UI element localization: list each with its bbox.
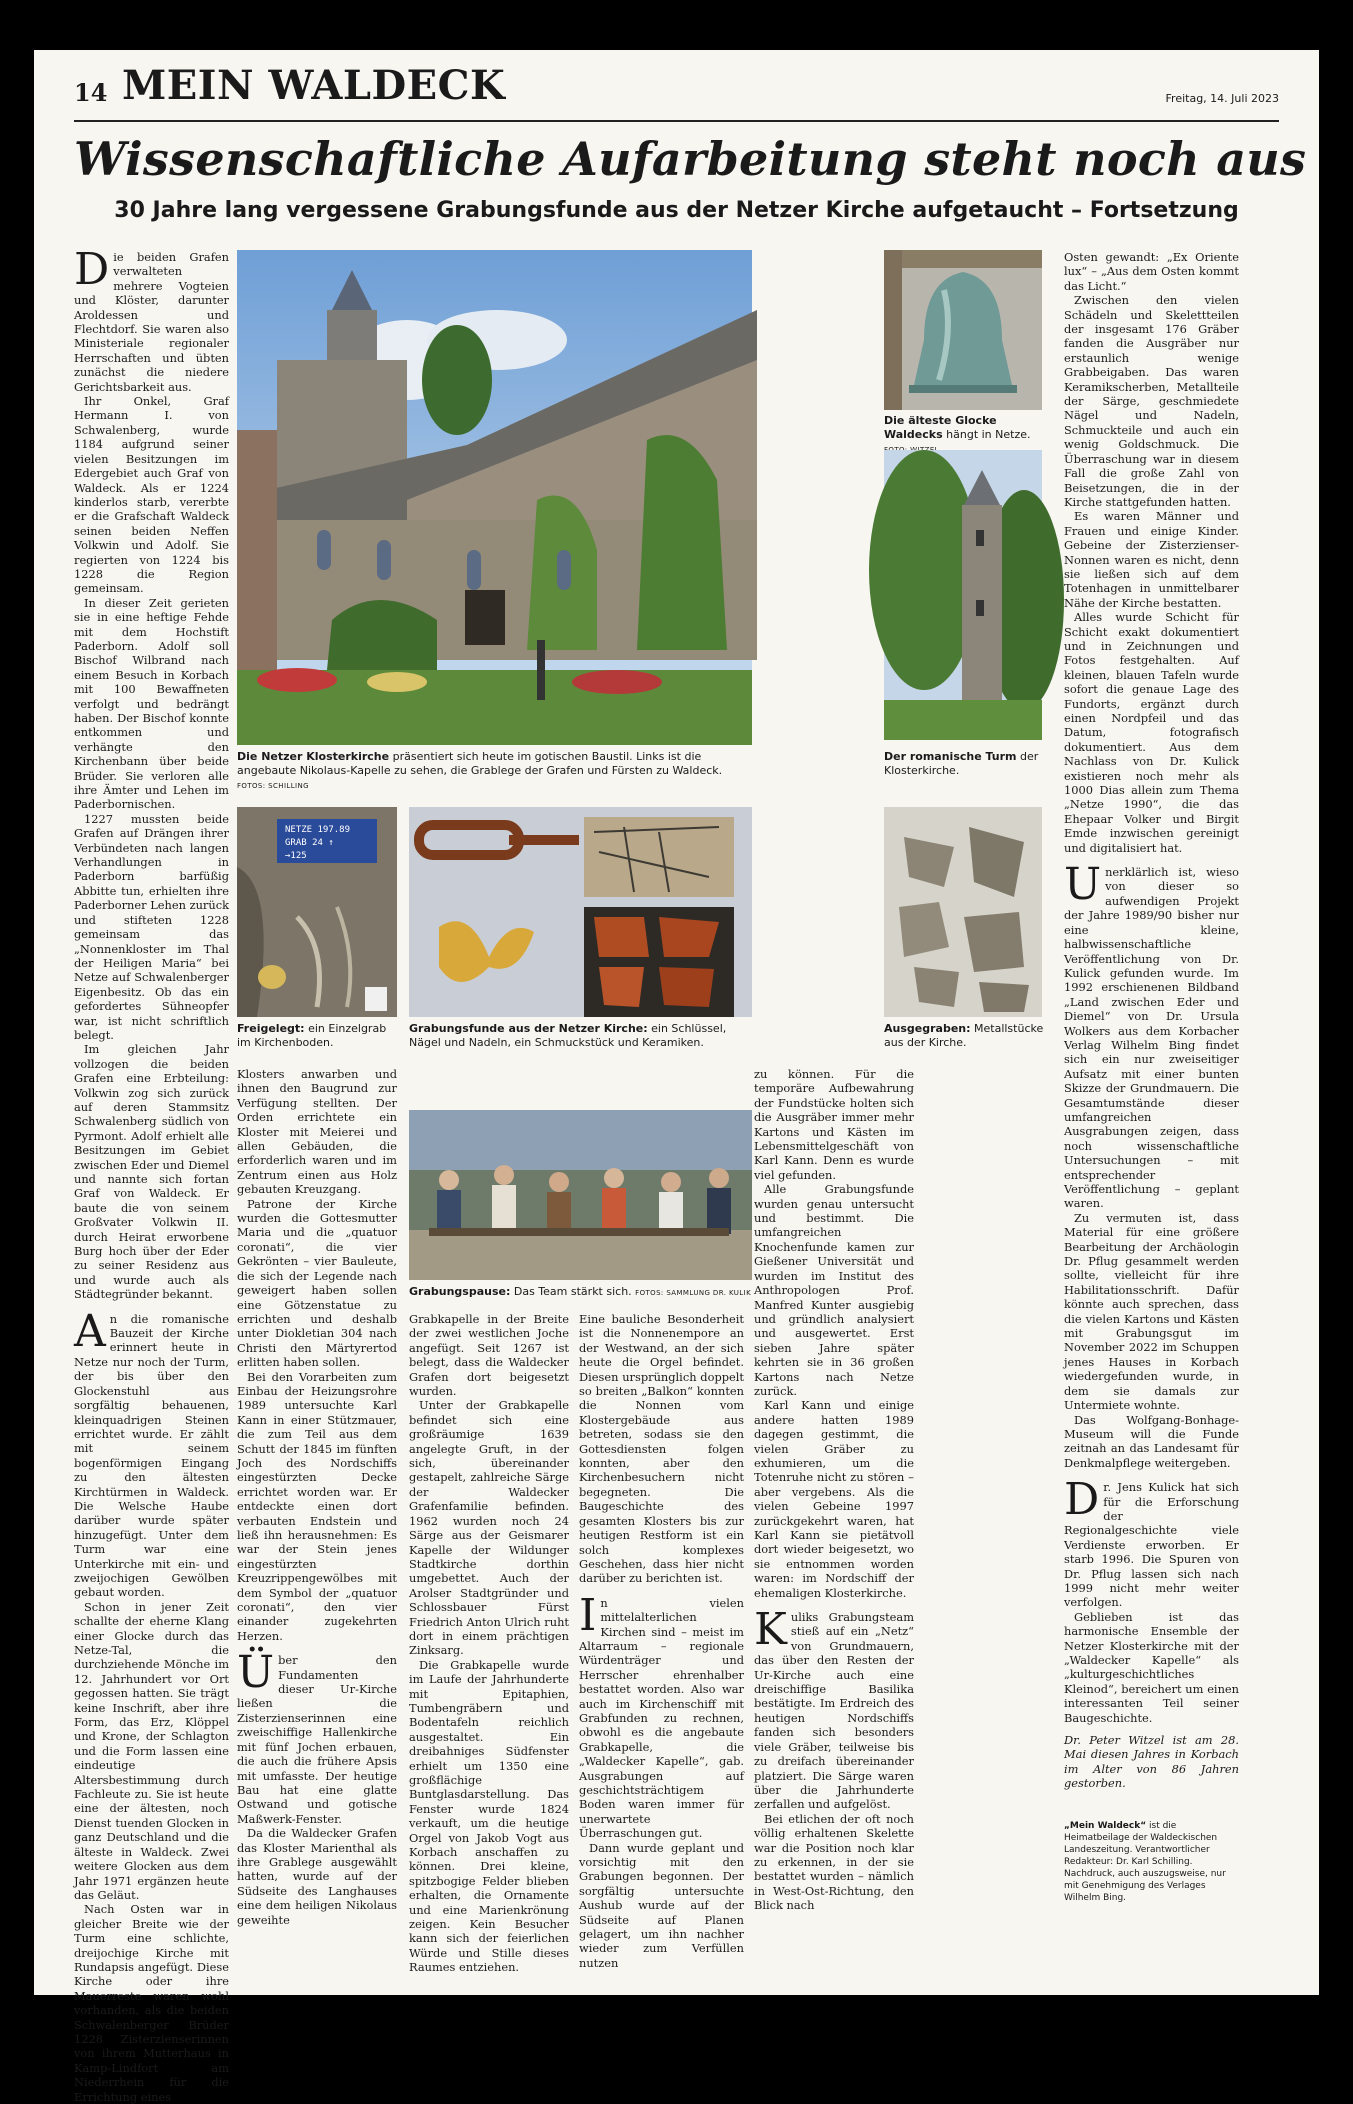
grave-sign-line: GRAB 24 ↑ [285, 838, 334, 848]
paragraph: Alle Grabungsfunde wurden genau untersucht und bestimmt. Die umfangreichen Knochenfunde kamen zur Gießener Universität und wurden im Institut des Anthropologen Prof. Manfred Kunter ausgiebig und gründlich analysiert und ausgewertet. Erst sieben Jahre später kehrten sie in 36 großen Kartons nach Netze zurück. [754, 1182, 914, 1398]
paragraph: Unter der Grabkapelle befindet sich eine großräumige 1639 angelegte Gruft, in der sich, übereinander gestapelt, zahlreiche Särge der Waldecker Grafenfamilie befinden. 1962 wurden noch 24 Särge aus der Geismarer Kapelle der Wildunger Stadtkirche dorthin umgebettet. Auch der Arolser Stadtgründer und Schlossbauer Fürst Friedrich Anton Ulrich ruht dort in einem prächtigen Zinksarg. [409, 1398, 569, 1658]
paragraph: In vielen mittelalterlichen Kirchen sind – meist im Altarraum – regionale Würdenträger und Herrscher ehrenhalber bestattet worden. Also war auch im Kirchenschiff mit Grabfunden zu rechnen, obwohl es die angebaute Grabkapelle, die „Waldecker Kapelle“, gab. Ausgrabungen auf geschichtsträchtigem Boden waren immer für unerwartete Überraschungen gut. [579, 1589, 744, 1841]
article-column-3 [409, 1312, 569, 1975]
grave-photo [237, 807, 397, 1017]
drop-cap: I [579, 1589, 597, 1641]
issue-date: Freitag, 14. Juli 2023 [1165, 92, 1279, 105]
metal-photo [884, 807, 1042, 1017]
tower-photo-caption: Der romanische Turm der Klosterkirche. [884, 750, 1039, 777]
paragraph: Kuliks Grabungsteam stieß auf ein „Netz“ von Grundmauern, das über den Resten der Ur-Kirche auch eine dreischiffige Basilika bestätigte. Im Erdreich des heutigen Nordschiffs fanden sich besonders viele Gräber, teilweise bis zu dreifach übereinander platziert. Die Särge waren über die Jahrhunderte zerfallen und aufgelöst. [754, 1604, 914, 1812]
paragraph: 1227 mussten beide Grafen auf Drängen ihrer Verbündeten nach langen Verhandlungen in Paderborn barfüßig Abbitte tun, erhielten ihre Paderborner Lehen zurück und stifteten 1228 gemeinsam das „Nonnenkloster im Thal der Heiligen Maria“ bei Netze auf Schwalenberger Eigenbesitz. Ob das ein gefordertes Sühneopfer war, ist nicht schriftlich belegt. [74, 811, 229, 1042]
paragraph: Bei etlichen der oft noch völlig erhaltenen Skelette war die Position noch klar zu erkennen, in der sie bestattet wurden – nämlich in West-Ost-Richtung, den Blick nach [754, 1811, 914, 1913]
paragraph: Klosters anwarben und ihnen den Baugrund zur Verfügung stellten. Der Orden errichtete ein Kloster mit Meierei und allen Gebäuden, die erforderlich waren und im Zentrum einen aus Holz gebauten Kreuzgang. [237, 1067, 397, 1197]
paragraph: Es waren Männer und Frauen und einige Kinder. Gebeine der Zisterzienser-Nonnen waren es nicht, denn sie ließen sich auf dem Totenhagen in unmittelbarer Nähe der Kirche bestatten. [1064, 509, 1239, 610]
paragraph: Zu vermuten ist, dass Material für eine größere Bearbeitung der Archäologin Dr. Pflug gesammelt werden sollte, vielleicht für ihre Habilitationsschrift. Dafür könnte auch sprechen, dass die vielen Kartons und Kästen mit Grabungsgut im November 2022 im Schuppen jenes Hauses in Korbach wiedergefunden wurde, in dem sie damals zur Untermiete wohnte. [1064, 1210, 1239, 1413]
bell-photo [884, 250, 1042, 410]
drop-cap: D [1064, 1474, 1100, 1526]
tower-photo [884, 450, 1042, 740]
grave-sign-line: →125 [285, 851, 307, 861]
finds-photo [409, 807, 752, 1017]
article-column-5 [754, 1067, 914, 1913]
paragraph: Da die Waldecker Grafen das Kloster Marienthal als ihre Grablege ausgewählt hatten, wurde auf der Südseite des Langhauses eine dem heiligen Nikolaus geweihte [237, 1826, 397, 1927]
drop-cap: A [74, 1305, 106, 1357]
newspaper-page [34, 50, 1319, 2104]
drop-cap: Ü [237, 1647, 275, 1699]
paragraph: Nach Osten war in gleicher Breite wie der Turm eine schlichte, dreijochige Kirche mit Rundapsis angefügt. Diese Kirche oder ihre Mauerreste waren wohl vorhanden, als die beiden Schwalenberger Brüder 1228 Zisterzienserinnen von ihrem Mutterhaus in Kamp-Lindfort am Niederrhein für die Errichtung eines [74, 1902, 229, 2104]
paragraph: Ihr Onkel, Graf Hermann I. von Schwalenberg, wurde 1184 aufgrund seiner vielen Besitzungen im Edergebiet auch Graf von Waldeck. Als er 1224 kinderlos starb, vererbte er die Grafschaft Waldeck seinen beiden Neffen Volkwin und Adolf. Sie regierten von 1224 bis 1228 die Region gemeinsam. [74, 394, 229, 596]
finds-photo-caption: Grabungsfunde aus der Netzer Kirche: ein Schlüssel, Nägel und Nadeln, ein Schmuckstück und Keramiken. [409, 1022, 727, 1049]
paragraph: Das Wolfgang-Bonhage-Museum will die Funde zeitnah an das Landesamt für Denkmalpflege weitergeben. [1064, 1412, 1239, 1470]
paragraph: Eine bauliche Besonderheit ist die Nonnenempore an der Westwand, an der sich heute die Orgel befindet. Diesen ursprünglich doppelt so breiten „Balkon“ konnten die Nonnen vom Klostergebäude aus betreten, sodass sie den Gottesdiensten folgen konnten, aber den Kirchenbesuchern nicht begegneten. Die Baugeschichte des gesamten Klosters bis zur heutigen Restform ist ein solch komplexes Geschehen, dass hier nicht darüber zu berichten ist. [579, 1312, 744, 1586]
headline: Wissenschaftliche Aufarbeitung steht noch aus [74, 132, 1307, 186]
section-title: MEIN WALDECK [122, 62, 506, 109]
photo-credit: FOTOS: SCHILLING [237, 782, 309, 790]
paragraph: Osten gewandt: „Ex Oriente lux“ – „Aus dem Osten kommt das Licht.“ [1064, 250, 1239, 293]
photo-credit: FOTOS: SAMMLUNG DR. KULIK [635, 1289, 752, 1297]
drop-cap: D [74, 244, 110, 295]
paragraph: In dieser Zeit gerieten sie in eine heftige Fehde mit dem Hochstift Paderborn. Adolf soll Bischof Wilbrand nach einem Besuch in Korbach mit 100 Bewaffneten verfolgt und bedrängt haben. Der Bischof konnte entkommen und verhängte den Kirchenbann über beide Brüder. Sie verloren alle ihre Ämter und Lehen im Paderbornischen. [74, 595, 229, 812]
paragraph: Karl Kann und einige andere hatten 1989 dagegen gestimmt, die vielen Gräber zu exhumieren, um die Totenruhe nicht zu stören – aber vergebens. Als die vielen Gebeine 1997 zurückgekehrt waren, hat Karl Kann sie pietätvoll dort wieder beigesetzt, wo sie entnommen worden waren: im Nordschiff der ehemaligen Klosterkirche. [754, 1398, 914, 1600]
church-photo-caption: Die Netzer Klosterkirche präsentiert sich heute im gotischen Baustil. Links ist die angebaute Nikolaus-Kapelle zu sehen, die Grablege der Grafen und Fürsten zu Waldeck. FOTOS: SCHILLING [237, 750, 723, 790]
grave-photo-caption: Freigelegt: ein Einzelgrab im Kirchenboden. [237, 1022, 387, 1049]
church-photo [237, 250, 752, 745]
article-column-2 [237, 1067, 397, 1927]
paragraph: Dann wurde geplant und vorsichtig mit den Grabungen begonnen. Der sorgfältig untersuchte Aushub wurde auf der Südseite auf Planen gelagert, um ihn nachher wieder zum Verfüllen nutzen [579, 1840, 744, 1970]
metal-photo-caption: Ausgegraben: Metallstücke aus der Kirche. [884, 1022, 1044, 1049]
drop-cap: U [1064, 859, 1102, 911]
bell-photo-caption: Die älteste Glocke Waldecks hängt in Netze. [884, 414, 1044, 456]
paragraph: Unerklärlich ist, wieso von dieser so aufwendigen Projekt der Jahre 1989/90 bisher nur eine kleine, halbwissenschaftliche Veröffentlichung von Dr. Kulick gefunden wurde. Im 1992 erschienenen Bildband „Land zwischen Eder und Diemel“ von Dr. Ursula Wolkers aus dem Korbacher Verlag Wilhelm Bing findet sich ein nur zweiseitiger Aufsatz mit einer bunten Skizze der Grundmauern. Die Gesamtumstände dieser umfangreichen Ausgrabungen zeigen, dass noch wissenschaftliche Untersuchungen – mit entsprechender Veröffentlichung – geplant waren. [1064, 859, 1239, 1211]
paragraph: Schon in jener Zeit schallte der eherne Klang einer Glocke durch das Netze-Tal, die durchziehende Mönche im 12. Jahrhundert vor Ort gegossen hatten. Sie trägt keine Inschrift, aber ihre Form, das Erz, Klöppel und Krone, der Schlagton und die Form lassen eine eindeutige Altersbestimmung durch Fachleute zu. Sie ist heute eine der ältesten, noch Dienst tuenden Glocken in ganz Deutschland und die älteste in Waldeck. Zwei weitere Glocken aus dem Jahr 1971 ergänzen heute das Geläut. [74, 1599, 229, 1902]
article-column-1 [74, 244, 229, 2104]
imprint-box: „Mein Waldeck“ ist die Heimatbeilage der Waldeckischen Landeszeitung. Verantwortlicher Redakteur: Dr. Karl Schilling. Nachdruck, auch auszugsweise, nur mit Genehmigung des Verlages Wilhelm Bing. [1064, 1821, 1226, 1903]
article-column-4 [579, 1312, 744, 1970]
paragraph: Die Grabkapelle wurde im Laufe der Jahrhunderte mit Epitaphien, Tumbengräbern und Bodentafeln reichlich ausgestaltet. Ein dreibahniges Südfenster erhielt um 1350 eine großflächige Buntglasdarstellung. Das Fenster wurde 1824 verkauft, um die heutige Orgel von Jakob Vogt aus Korbach anschaffen zu können. Drei kleine, spitzbogige Felder blieben erhalten, die Ornamente und eine Marienkrönung zeigen. Kein Besucher kann sich der feierlichen Würde und Stille dieses Raumes entziehen. [409, 1657, 569, 1975]
paragraph: Bei den Vorarbeiten zum Einbau der Heizungsrohre 1989 untersuchte Karl Kann in einer Stützmauer, die zum Teil aus dem Schutt der 1845 im fünften Joch des Nordschiffs eingestürzten Decke errichtet worden war. Er entdeckte einen dort verbauten Endstein und ließ ihn herausnehmen: Es war der Stein jenes eingestürzten Kreuzrippengewölbes mit dem Symbol der „quatuor coronati“, den vier einander zugekehrten Herzen. [237, 1369, 397, 1643]
subheadline: 30 Jahre lang vergessene Grabungsfunde aus der Netzer Kirche aufgetaucht – Fortsetzung [114, 198, 1239, 223]
paragraph: Alles wurde Schicht für Schicht exakt dokumentiert und in Zeichnungen und Fotos festgehalten. Auf kleinen, blauen Tafeln wurde sofort die genaue Lage des Fundorts, ergänzt durch einen Nordpfeil und das Datum, fotografisch dokumentiert. Aus dem Nachlass von Dr. Kulick existieren noch mehr als 1000 Dias allein zum Thema „Netze 1990“, die das Ehepaar Volker und Birgit Emde inzwischen gereinigt und digitalisiert hat. [1064, 610, 1239, 855]
paragraph: Geblieben ist das harmonische Ensemble der Netzer Klosterkirche mit der „Waldecker Kapelle“ als „kulturgeschichtliches Kleinod“, bereichert um einen interessanten Teil seiner Baugeschichte. [1064, 1609, 1239, 1725]
header-rule [74, 120, 1279, 122]
author-note: Dr. Peter Witzel ist am 28. Mai diesen Jahres in Korbach im Alter von 86 Jahren gestorben. [1064, 1733, 1239, 1791]
page-number: 14 [74, 78, 108, 107]
grave-sign-line: NETZE 197.89 [285, 825, 351, 835]
paragraph: Dr. Jens Kulick hat sich für die Erforschung der Regionalgeschichte viele Verdienste erworben. Er starb 1996. Die Spuren von Dr. Pflug lassen sich nach 1999 nicht mehr weiter verfolgen. [1064, 1474, 1239, 1610]
paragraph: Patrone der Kirche wurden die Gottesmutter Maria und die „quatuor coronati“, die vier Gekrönten – vier Bauleute, die sich der Legende nach geweigert haben sollen eine Götzenstatue zu errichten und deshalb unter Diokletian 304 nach Christi den Märtyrertod erlitten haben sollen. [237, 1196, 397, 1370]
paragraph: Die beiden Grafen verwalteten mehrere Vogteien und Klöster, darunter Aroldessen und Flechtdorf. Sie waren also Ministeriale regionaler Herrschaften und übten zunächst die niedere Gerichtsbarkeit aus. [74, 244, 229, 394]
paragraph: Über den Fundamenten dieser Ur-Kirche ließen die Zisterzienserinnen eine zweischiffige Hallenkirche mit fünf Jochen erbauen, die auch die frühere Apsis mit umfasste. Der heutige Bau hat eine glatte Ostwand und gotische Maßwerk-Fenster. [237, 1647, 397, 1826]
paragraph: Im gleichen Jahr vollzogen die beiden Grafen eine Erbteilung: Volkwin zog sich zurück auf deren Stammsitz Schwalenberg südlich von Pyrmont. Adolf erhielt alle Besitzungen im Gebiet zwischen Eder und Diemel und nannte sich fortan Graf von Waldeck. Er baute die von seinem Großvater Volkwin II. durch Heirat erworbene Burg hoch über der Eder zu seiner Residenz aus und wurde auch als Städtegründer bekannt. [74, 1042, 229, 1302]
team-photo [409, 1110, 752, 1280]
paragraph: Zwischen den vielen Schädeln und Skelettteilen der insgesamt 176 Gräber fanden die Ausgräber nur erstaunlich wenige Grabbeigaben. Das waren Keramikscherben, Metallteile der Särge, geschmiedete Nägel und Nadeln, Schmuckteile und auch ein wenig Goldschmuck. Die Überraschung war in diesem Fall die große Zahl von Beisetzungen, die in der Kirche stattgefunden hatten. [1064, 293, 1239, 509]
paragraph: zu können. Für die temporäre Aufbewahrung der Fundstücke holten sich die Ausgräber immer mehr Kartons und Kästen im Lebensmittelgeschäft von Karl Kann. Denn es wurde viel gefunden. [754, 1067, 914, 1182]
paragraph: Grabkapelle in der Breite der zwei westlichen Joche angefügt. Seit 1267 ist belegt, dass die Waldecker Grafen dort beigesetzt wurden. [409, 1312, 569, 1399]
paragraph: An die romanische Bauzeit der Kirche erinnert heute in Netze nur noch der Turm, der bis über den Glockenstuhl aus sorgfältig behauenen, kleinquadrigen Steinen errichtet wurde. Er zählt mit seinem bogenförmigen Eingang zu den ältesten Kirchtürmen in Waldeck. Die Welsche Haube darüber wurde später hinzugefügt. Unter dem Turm war eine Unterkirche mit ein- und zweijochigen Gewölben gebaut worden. [74, 1305, 229, 1600]
article-column-6 [1064, 250, 1239, 1810]
team-photo-caption: Grabungspause: Das Team stärkt sich. FOTOS: SAMMLUNG DR. KULIK [409, 1285, 752, 1298]
drop-cap: K [754, 1604, 787, 1656]
